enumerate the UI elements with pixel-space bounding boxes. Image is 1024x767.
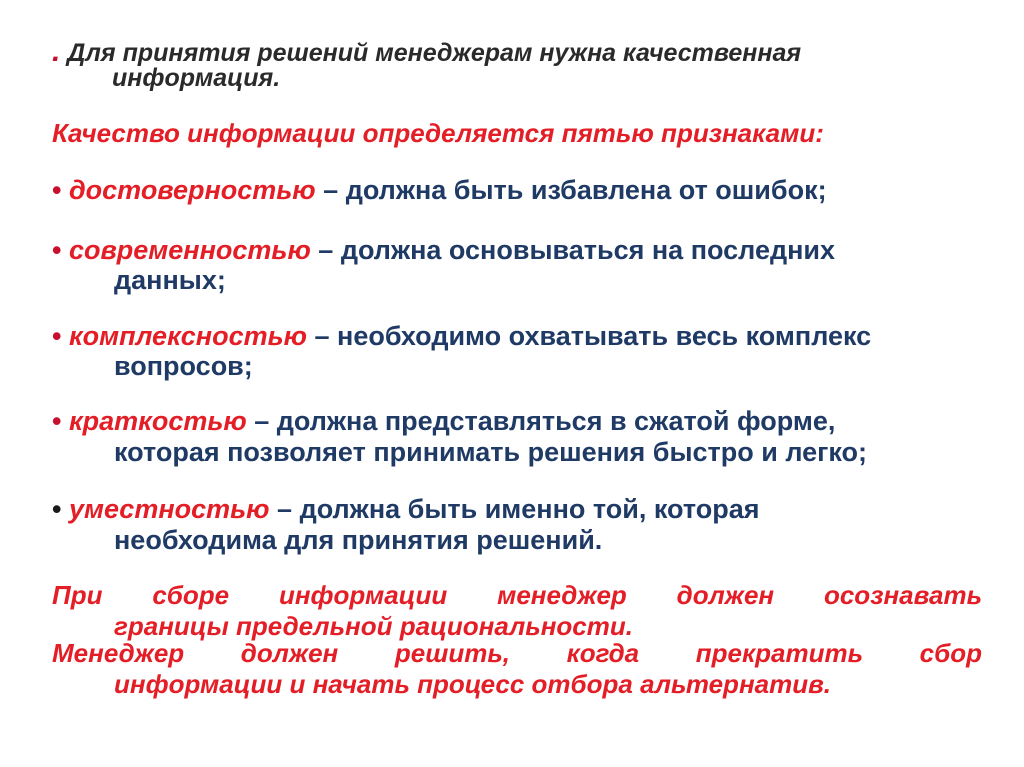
- criterion-dash: –: [310, 235, 341, 265]
- criterion-desc: должна представляться в сжатой форме,: [276, 406, 836, 436]
- bullet-icon: •: [52, 175, 62, 205]
- criterion-desc: должна быть именно той, которая: [299, 494, 760, 524]
- criterion-desc: должна основываться на последних: [340, 235, 836, 265]
- criterion-term: комплексностью: [68, 321, 307, 351]
- criterion-item: [52, 493, 759, 525]
- criterion-term: достоверностью: [68, 175, 316, 205]
- criterion-item: [52, 405, 835, 437]
- intro-marker: .: [52, 35, 61, 68]
- criterion-desc: должна быть избавлена от ошибок;: [345, 175, 827, 205]
- criterion-desc: необходимо охватывать весь комплекс: [337, 321, 872, 351]
- bullet-icon: •: [52, 321, 62, 351]
- conclusion-1: [52, 580, 982, 642]
- criterion-dash: –: [269, 494, 300, 524]
- criterion-term: уместностью: [68, 494, 270, 524]
- criterion-item: [52, 234, 835, 266]
- criterion-term: краткостью: [68, 406, 247, 436]
- criterion-dash: –: [306, 321, 338, 351]
- intro-line-2: информация.: [112, 64, 281, 92]
- conclusion-2: [52, 638, 982, 700]
- criterion-item: [52, 174, 827, 206]
- criterion-desc-cont: которая позволяет принимать решения быстро и легко;: [114, 437, 868, 467]
- conclusion-line: При сборе информации менеджер должен осознавать: [52, 580, 982, 610]
- conclusion-line: информации и начать процесс отбора альтернатив.: [114, 669, 832, 699]
- criterion-term: современностью: [68, 235, 311, 265]
- bullet-icon: •: [52, 406, 62, 436]
- bullet-icon: •: [52, 235, 62, 265]
- criterion-desc-cont: вопросов;: [114, 351, 253, 381]
- criterion-desc-cont: необходима для принятия решений.: [114, 525, 603, 555]
- conclusion-line: Менеджер должен решить, когда прекратить сбор: [52, 638, 982, 668]
- criterion-item: [52, 320, 871, 352]
- criterion-dash: –: [315, 175, 346, 205]
- criterion-desc-cont: данных;: [114, 265, 226, 295]
- criterion-dash: –: [246, 406, 277, 436]
- conclusion-line: границы предельной рациональности.: [114, 611, 633, 641]
- section-heading: Качество информации определяется пятью признаками:: [52, 118, 824, 148]
- intro-text-1: Для принятия решений менеджерам нужна качественная: [67, 39, 802, 67]
- bullet-icon: •: [52, 494, 62, 524]
